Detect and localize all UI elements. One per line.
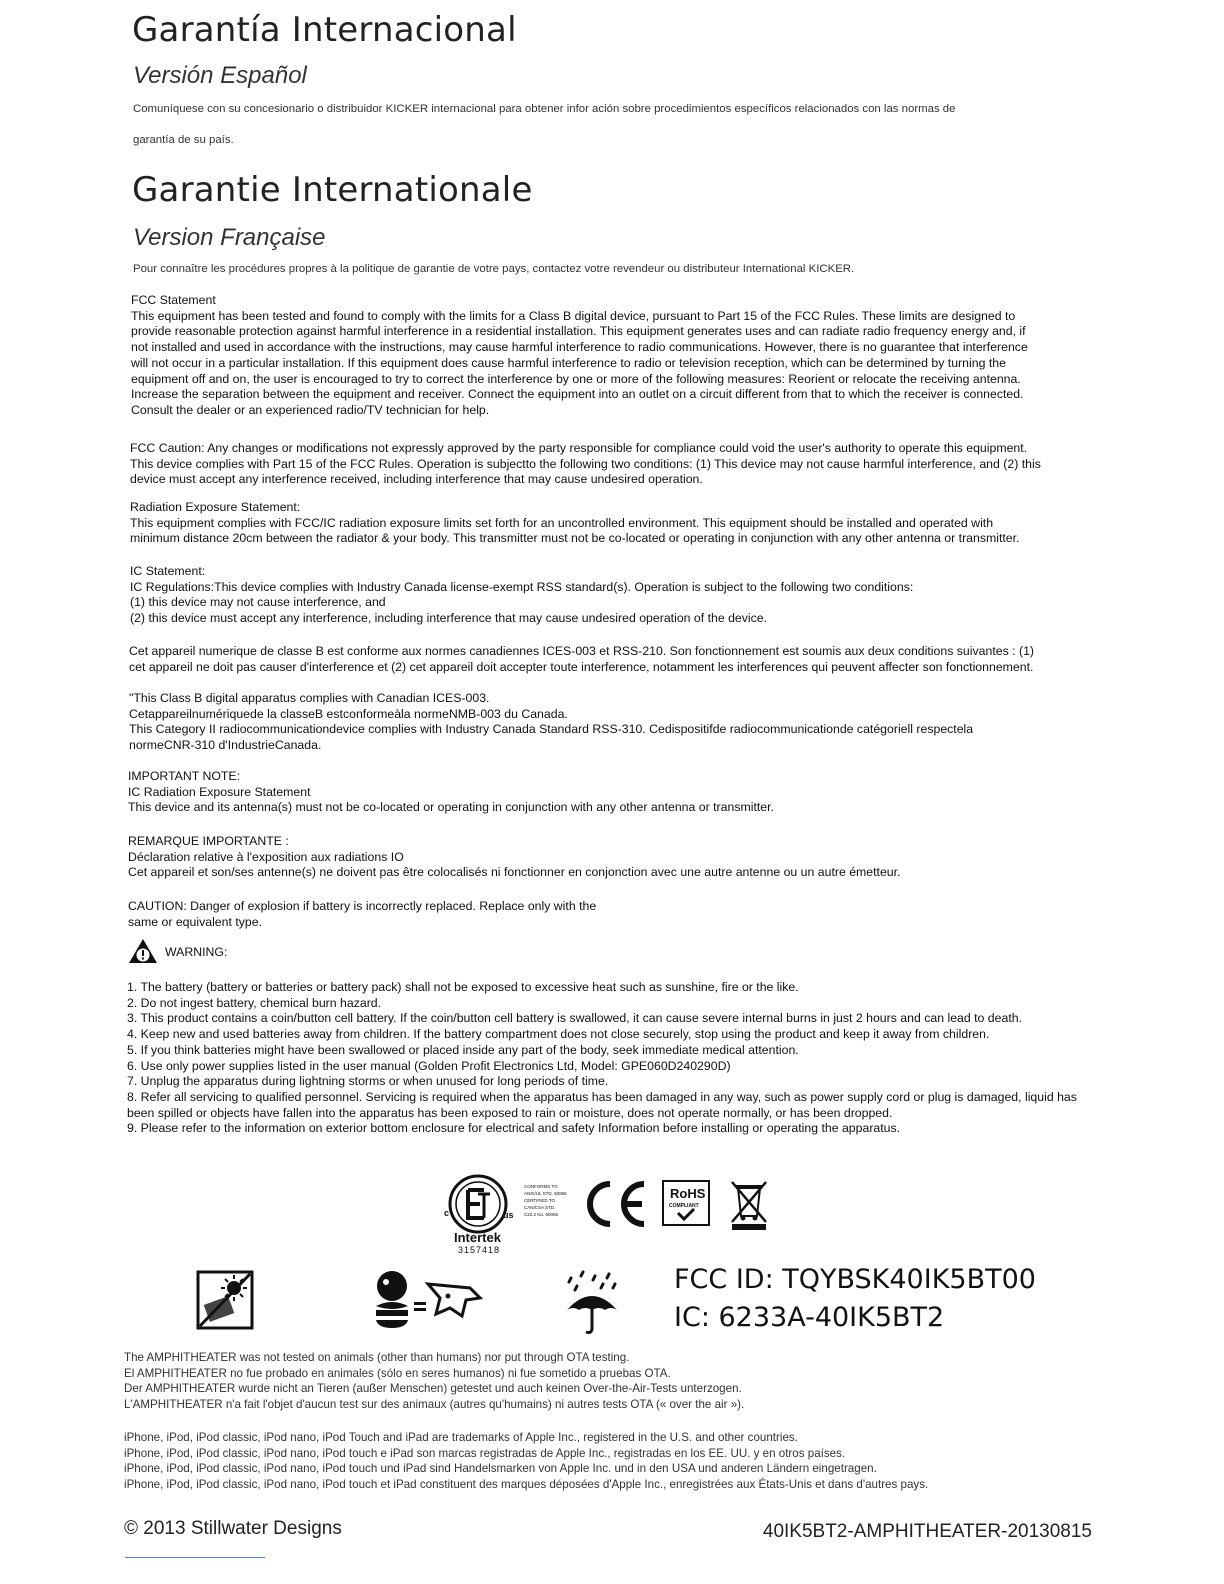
spanish-subtitle: Versión Español [133, 62, 307, 89]
ota-line: Der AMPHITHEATER wurde nicht an Tieren (außer Menschen) getestet und auch keinen Over-the-Air-Tests unterzogen. [124, 1382, 742, 1396]
trademark-line: iPhone, iPod, iPod classic, iPod nano, iPod touch e iPad son marcas registradas de Apple Inc., registradas en los EE. UU. y en otros países. [124, 1446, 846, 1460]
french-subtitle: Version Française [133, 224, 326, 251]
caution-line: CAUTION: Danger of explosion if battery is incorrectly replaced. Replace only with the [128, 899, 597, 913]
warning-item: 6. Use only power supplies listed in the user manual (Golden Profit Electronics Ltd, Model: GPE060D240290D) [127, 1058, 731, 1073]
french-text: Pour connaître les procédures propres à la politique de garantie de votre pays, contactez votre revendeur ou distributeur International KICKER. [133, 263, 855, 275]
trademarks-section [124, 1430, 928, 1492]
class-b-line: "This Class B digital apparatus complies with Canadian ICES-003. [129, 691, 490, 705]
radiation-heading: Radiation Exposure Statement: [130, 500, 301, 514]
etl-conform-line: CONFORMS TO [524, 1184, 558, 1189]
warning-item: 5. If you think batteries might have been swallowed or placed inside any part of the body, seek immediate medical attention. [127, 1042, 799, 1057]
hazard-warning-icon [128, 938, 158, 964]
spanish-text-line2: garantía de su país. [133, 134, 234, 146]
important-note-line: This device and its antenna(s) must not be co-located or operating in conjunction with any other antenna or transmitter. [128, 800, 774, 815]
ota-line: The AMPHITHEATER was not tested on animals (other than humans) nor put through OTA testing. [124, 1351, 630, 1364]
radiation-line: minimum distance 20cm between the radiator & your body. This transmitter must not be co-located or operating in conjunction with any other antenna or transmitter. [130, 531, 1020, 546]
ota-line: El AMPHITHEATER no fue probado en animales (sólo en seres humanos) ni fue sometido a pruebas OTA. [124, 1366, 671, 1380]
important-note-section [128, 769, 774, 816]
trademark-line: iPhone, iPod, iPod classic, iPod nano, iPod Touch and iPad are trademarks of Apple Inc., registered in the U.S. and other countries. [124, 1431, 798, 1444]
remarque-line: Cet appareil et son/ses antenne(s) ne doivent pas être colocalisés ni fonctionner en conjonction avec une autre antenne ou un autre émetteur. [128, 865, 901, 880]
spanish-text-line1: Comuníquese con su concesionario o distribuidor KICKER internacional para obtener infor ación sobre procedimientos específicos relacionados con las normas de [133, 103, 956, 115]
etl-number-text: 3157418 [458, 1245, 501, 1255]
warning-item: been spilled or objects have fallen into the apparatus has been exposed to rain or moisture, does not operate normally, or has been dropped. [127, 1105, 893, 1120]
fcc-caution-line: FCC Caution: Any changes or modifications not expressly approved by the party responsible for compliance could void the user's authority to operate this equipment. [130, 441, 1028, 455]
fcc-caution-line: This device complies with Part 15 of the FCC Rules. Operation is subjectto the following two conditions: (1) This device may not cause harmful interference, and (2) this [130, 456, 1041, 471]
radiation-exposure-section [130, 500, 1019, 547]
warning-label: WARNING: [165, 945, 228, 959]
caution-section [128, 899, 596, 930]
weee-bin-icon [728, 1178, 770, 1232]
ic-statement-line: (1) this device may not cause interference, and [130, 595, 386, 610]
cet-appareil-line: cet appareil ne doit pas causer d'interference et (2) cet appareil doit accepter toute interference, notamment les interferences qui peuvent affecter son fonctionnement. [129, 659, 1034, 674]
warning-item: 4. Keep new and used batteries away from children. If the battery compartment does not close securely, stop using the product and keep it away from children. [127, 1027, 990, 1042]
fcc-statement-line: Increase the separation between the equipment and receiver. Connect the equipment into an outlet on a circuit different from that to which the receiver is connected. [131, 387, 1024, 402]
document-code: 40IK5BT2-AMPHITHEATER-20130815 [762, 1521, 1092, 1542]
etl-c-text: c [444, 1208, 450, 1218]
remarque-section [128, 834, 900, 881]
warning-item: 9. Please refer to the information on exterior bottom enclosure for electrical and safety Information before installing or operating the apparatus. [127, 1121, 901, 1136]
etl-conform-line: C22.2 No. 60065 [524, 1212, 559, 1217]
copyright: © 2013 Stillwater Designs [124, 1518, 342, 1539]
no-rain-icon [563, 1270, 621, 1336]
fcc-statement-line: equipment off and on, the user is encouraged to try to correct the interference by one or more of the following measures: Reorient or relocate the receiving antenna. [131, 371, 1021, 386]
remarque-heading: REMARQUE IMPORTANTE : [128, 834, 289, 848]
etl-intertek-text: Intertek [454, 1230, 501, 1245]
fcc-statement-line: not installed and used in accordance with the instructions, may cause harmful interference to radio communications. However, there is no guarantee that interference [131, 340, 1028, 355]
fcc-statement-section [131, 293, 1028, 419]
important-note-line: IC Radiation Exposure Statement [128, 784, 311, 799]
ic-statement-heading: IC Statement: [130, 564, 206, 578]
etl-us-text: us [503, 1210, 514, 1220]
cet-appareil-line: Cet appareil numerique de classe B est conforme aux normes canadiennes ICES-003 et RSS-210. Son fonctionnement est soumis aux deux conditions suivantes : (1) [129, 644, 1034, 658]
trademark-line: iPhone, iPod, iPod classic, iPod nano, iPod touch und iPad sind Handelsmarken von Apple Inc. und in den USA und anderen Ländern eingetragen. [124, 1462, 877, 1476]
french-title: Garantie Internationale [132, 170, 533, 210]
ota-line: L'AMPHITHEATER n'a fait l'objet d'aucun test sur des animaux (autres qu'humains) ni autres tests OTA (« over the air »). [124, 1397, 745, 1411]
fcc-caution-section [130, 441, 1041, 488]
warning-item: 8. Refer all servicing to qualified personnel. Servicing is required when the apparatus has been damaged in any way, such as power supply cord or plug is damaged, liquid has [127, 1089, 1077, 1104]
trademark-line: iPhone, iPod, iPod classic, iPod nano, iPod touch et iPad constituent des marques déposées d'Apple Inc., enregistrées aux États-Unis et dans d'autres pays. [124, 1477, 929, 1491]
ce-mark-icon [582, 1178, 650, 1230]
class-b-section [129, 691, 973, 754]
rohs-main-text: RoHS [670, 1186, 706, 1201]
fcc-caution-line: device must accept any interference received, including interference that may cause undesired operation. [130, 472, 703, 487]
warning-item: 3. This product contains a coin/button cell battery. If the coin/button cell battery is swallowed, it can cause severe internal burns in just 2 hours and can lead to death. [127, 1011, 1023, 1026]
etl-conform-line: CAN/CSA STD. [524, 1205, 556, 1210]
fcc-statement-heading: FCC Statement [131, 293, 216, 307]
cet-appareil-section [129, 644, 1034, 675]
fcc-id: FCC ID: TQYBSK40IK5BT00 [674, 1264, 1036, 1295]
class-b-line: This Category II radiocommunicationdevice complies with Industry Canada Standard RSS-310. Cedispositifde radiocommunicationde catégoriell respectela [129, 722, 974, 737]
ic-statement-section [130, 564, 913, 627]
important-note-heading: IMPORTANT NOTE: [128, 769, 241, 783]
radiation-line: This equipment complies with FCC/IC radiation exposure limits set forth for an uncontrolled environment. This equipment should be installed and operated with [130, 515, 994, 530]
warning-list [127, 980, 1077, 1137]
etl-conform-line: ANSI/UL STD. 60065 [524, 1191, 567, 1196]
ic-statement-line: IC Regulations:This device complies with Industry Canada license-exempt RSS standard(s). Operation is subject to the following two conditions: [130, 579, 914, 594]
ota-section [124, 1350, 744, 1412]
rohs-sub-text: COMPLIANT [669, 1203, 699, 1209]
ic-statement-line: (2) this device must accept any interference, including interference that may cause undesired operation of the device. [130, 611, 768, 626]
fcc-statement-line: will not occur in a particular installation. If this equipment does cause harmful interference to radio or television reception, which can be determined by turning the [131, 355, 1006, 370]
class-b-line: normeCNR-310 d'IndustrieCanada. [129, 738, 322, 753]
fcc-statement-line: Consult the dealer or an experienced radio/TV technician for help. [131, 402, 490, 417]
remarque-line: Déclaration relative à l'exposition aux radiations IO [128, 849, 404, 864]
etl-conform-line: CERTIFIED TO [524, 1198, 556, 1203]
fcc-statement-line: This equipment has been tested and found to comply with the limits for a Class B digital device, pursuant to Part 15 of the FCC Rules. These limits are designed to [131, 308, 1016, 323]
rohs-icon [662, 1180, 710, 1226]
warning-item: 2. Do not ingest battery, chemical burn hazard. [127, 995, 382, 1010]
no-ingest-icon [370, 1268, 485, 1334]
warning-item: 1. The battery (battery or batteries or battery pack) shall not be exposed to excessive heat such as sunshine, fire or the like. [127, 980, 799, 994]
warning-item: 7. Unplug the apparatus during lightning storms or when unused for long periods of time. [127, 1074, 609, 1089]
etl-listed-icon [440, 1172, 580, 1256]
caution-line: same or equivalent type. [128, 914, 262, 929]
class-b-line: Cetappareilnumériquede la classeB estconformeàla normeNMB-003 du Canada. [129, 706, 568, 721]
footer-rule [125, 1557, 265, 1558]
no-sunlight-icon [196, 1270, 254, 1330]
fcc-statement-line: provide reasonable protection against harmful interference in a residential installation. This equipment generates uses and can radiate radio frequency energy and, if [131, 324, 1026, 339]
spanish-title: Garantía Internacional [132, 10, 517, 50]
ic-id: IC: 6233A-40IK5BT2 [674, 1302, 945, 1333]
